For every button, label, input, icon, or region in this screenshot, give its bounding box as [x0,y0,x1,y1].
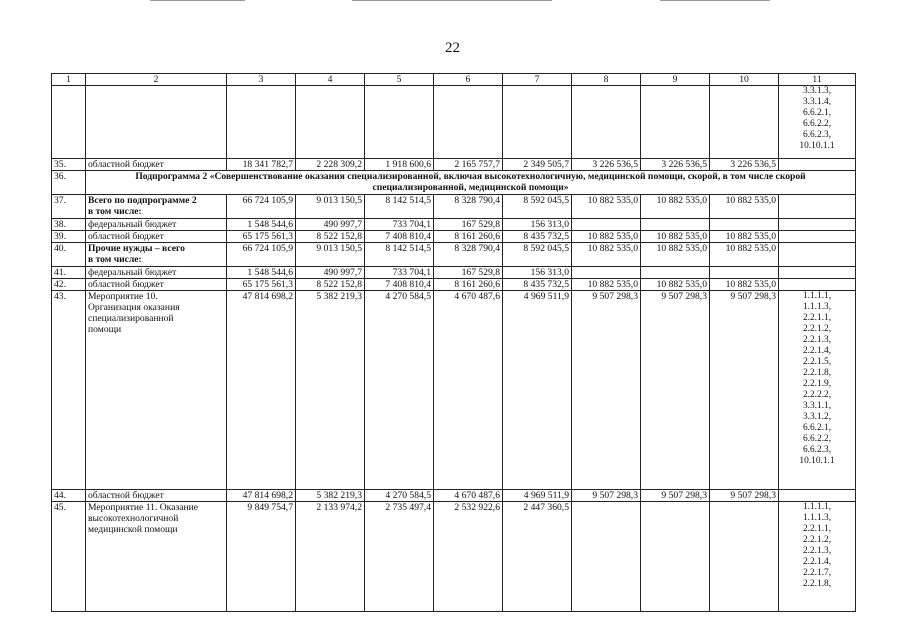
value-cell [710,267,779,279]
value-cell: 66 724 105,9 [227,195,296,219]
value-cell: 8 592 045,5 [503,243,572,267]
value-cell [710,219,779,231]
row-number: 37. [52,195,86,219]
value-cell: 167 529,8 [434,219,503,231]
row-number: 44. [52,490,86,502]
value-cell: 2 735 497,4 [365,502,434,612]
row-number: 43. [52,291,86,490]
value-cell: 2 133 974,2 [296,502,365,612]
row-label: Мероприятие 10. Организация оказания специализированной помощи [86,291,227,490]
table-row [52,219,856,231]
value-cell: 8 142 514,5 [365,195,434,219]
value-cell: 4 969 511,9 [503,291,572,490]
top-border-fragment [150,0,245,1]
value-cell: 490 997,7 [296,267,365,279]
value-cell: 47 814 698,2 [227,291,296,490]
value-cell: 156 313,0 [503,219,572,231]
top-border-fragment [660,0,770,1]
value-cell: 1 548 544,6 [227,219,296,231]
value-cell: 2 228 309,2 [296,159,365,171]
value-cell: 10 882 535,0 [710,279,779,291]
value-cell: 5 382 219,3 [296,291,365,490]
value-cell: 9 849 754,7 [227,502,296,612]
value-cell: 490 997,7 [296,219,365,231]
value-cell [641,267,710,279]
header-cell: 2 [86,74,227,86]
value-cell: 9 507 298,3 [641,490,710,502]
indicator-codes: 1.1.1.1, 1.1.1.3, 2.2.1.1, 2.2.1.2, 2.2.1.3, 2.2.1.4, 2.2.1.7, 2.2.1.8, [779,502,856,612]
value-cell: 9 507 298,3 [641,291,710,490]
row-label: областной бюджет [86,490,227,502]
value-cell: 10 882 535,0 [710,231,779,243]
value-cell: 8 161 260,6 [434,279,503,291]
value-cell: 4 670 487,6 [434,490,503,502]
value-cell [641,219,710,231]
value-cell: 10 882 535,0 [572,243,641,267]
value-cell: 7 408 810,4 [365,231,434,243]
row-label: областной бюджет [86,159,227,171]
value-cell: 9 507 298,3 [572,490,641,502]
value-cell: 3 226 536,5 [641,159,710,171]
value-cell: 10 882 535,0 [641,243,710,267]
table-row [52,243,856,267]
table-row [52,279,856,291]
header-cell: 3 [227,74,296,86]
value-cell: 9 013 150,5 [296,195,365,219]
value-cell: 8 435 732,5 [503,231,572,243]
row-label: федеральный бюджет [86,219,227,231]
header-cell: 7 [503,74,572,86]
row-label: областной бюджет [86,231,227,243]
row-number: 36. [52,171,86,195]
value-cell: 8 435 732,5 [503,279,572,291]
top-border-fragment [352,0,552,1]
value-cell: 4 969 511,9 [503,490,572,502]
row-label: Прочие нужды – всего в том числе: [86,243,227,267]
value-cell: 3 226 536,5 [710,159,779,171]
value-cell: 733 704,1 [365,219,434,231]
header-cell: 10 [710,74,779,86]
value-cell: 8 522 152,8 [296,279,365,291]
value-cell: 8 328 790,4 [434,195,503,219]
value-cell [572,267,641,279]
header-cell: 5 [365,74,434,86]
value-cell: 10 882 535,0 [710,195,779,219]
row-number: 38. [52,219,86,231]
value-cell: 66 724 105,9 [227,243,296,267]
row-number: 41. [52,267,86,279]
indicator-codes: 3.3.1.3, 3.3.1.4, 6.6.2.1, 6.6.2.2, 6.6.2.3, 10.10.1.1 [779,86,856,159]
value-cell: 7 408 810,4 [365,279,434,291]
table-row [52,291,856,490]
value-cell [572,502,641,612]
value-cell: 1 918 600,6 [365,159,434,171]
value-cell: 2 447 360,5 [503,502,572,612]
header-cell: 8 [572,74,641,86]
value-cell: 2 165 757,7 [434,159,503,171]
table-row [52,195,856,219]
value-cell: 10 882 535,0 [641,195,710,219]
value-cell: 18 341 782,7 [227,159,296,171]
value-cell: 4 270 584,5 [365,490,434,502]
table-row [52,159,856,171]
value-cell: 10 882 535,0 [572,231,641,243]
value-cell: 8 161 260,6 [434,231,503,243]
value-cell: 2 349 505,7 [503,159,572,171]
header-cell: 4 [296,74,365,86]
header-cell: 1 [52,74,86,86]
row-number: 35. [52,159,86,171]
table-row [52,171,856,195]
table-header-row [52,74,856,86]
value-cell: 8 592 045,5 [503,195,572,219]
row-label: федеральный бюджет [86,267,227,279]
value-cell: 9 507 298,3 [710,291,779,490]
header-cell: 11 [779,74,856,86]
row-number: 40. [52,243,86,267]
value-cell: 9 507 298,3 [710,490,779,502]
row-label: Мероприятие 11. Оказание высокотехнологичной медицинской помощи [86,502,227,612]
value-cell: 733 704,1 [365,267,434,279]
row-number: 39. [52,231,86,243]
value-cell: 10 882 535,0 [572,195,641,219]
value-cell: 4 270 584,5 [365,291,434,490]
header-cell: 9 [641,74,710,86]
row-label: Всего по подпрограмме 2 в том числе: [86,195,227,219]
value-cell: 65 175 561,3 [227,231,296,243]
value-cell: 2 532 922,6 [434,502,503,612]
table-row [52,490,856,502]
value-cell: 9 013 150,5 [296,243,365,267]
value-cell: 167 529,8 [434,267,503,279]
budget-table [51,73,856,612]
table-row [52,86,856,159]
value-cell [710,502,779,612]
value-cell: 10 882 535,0 [641,279,710,291]
row-number: 45. [52,502,86,612]
table-row [52,231,856,243]
row-number: 42. [52,279,86,291]
value-cell: 47 814 698,2 [227,490,296,502]
row-label: областной бюджет [86,279,227,291]
value-cell: 10 882 535,0 [710,243,779,267]
value-cell: 8 328 790,4 [434,243,503,267]
header-cell: 6 [434,74,503,86]
value-cell [641,502,710,612]
subprogram-title: Подпрограмма 2 «Совершенствование оказания специализированной, включая высокотехнологичную, медицинской помощи, скорой, в том числе скорой специализированной, медицинской помощи» [86,171,856,195]
value-cell: 8 142 514,5 [365,243,434,267]
value-cell: 65 175 561,3 [227,279,296,291]
value-cell [572,219,641,231]
value-cell: 9 507 298,3 [572,291,641,490]
value-cell: 1 548 544,6 [227,267,296,279]
page-number: 22 [445,40,460,56]
value-cell: 10 882 535,0 [641,231,710,243]
value-cell: 4 670 487,6 [434,291,503,490]
table-row [52,267,856,279]
indicator-codes: 1.1.1.1, 1.1.1.3, 2.2.1.1, 2.2.1.2, 2.2.1.3, 2.2.1.4, 2.2.1.5, 2.2.1.8, 2.2.1.9, 2.2.2.2, 3.3.1.1, 3.3.1.2, 6.6.2.1, 6.6.2.2, 6.6.2.3, 10.10.1.1 [779,291,856,490]
value-cell: 3 226 536,5 [572,159,641,171]
value-cell: 8 522 152,8 [296,231,365,243]
table-row [52,502,856,612]
value-cell: 5 382 219,3 [296,490,365,502]
value-cell: 10 882 535,0 [572,279,641,291]
value-cell: 156 313,0 [503,267,572,279]
